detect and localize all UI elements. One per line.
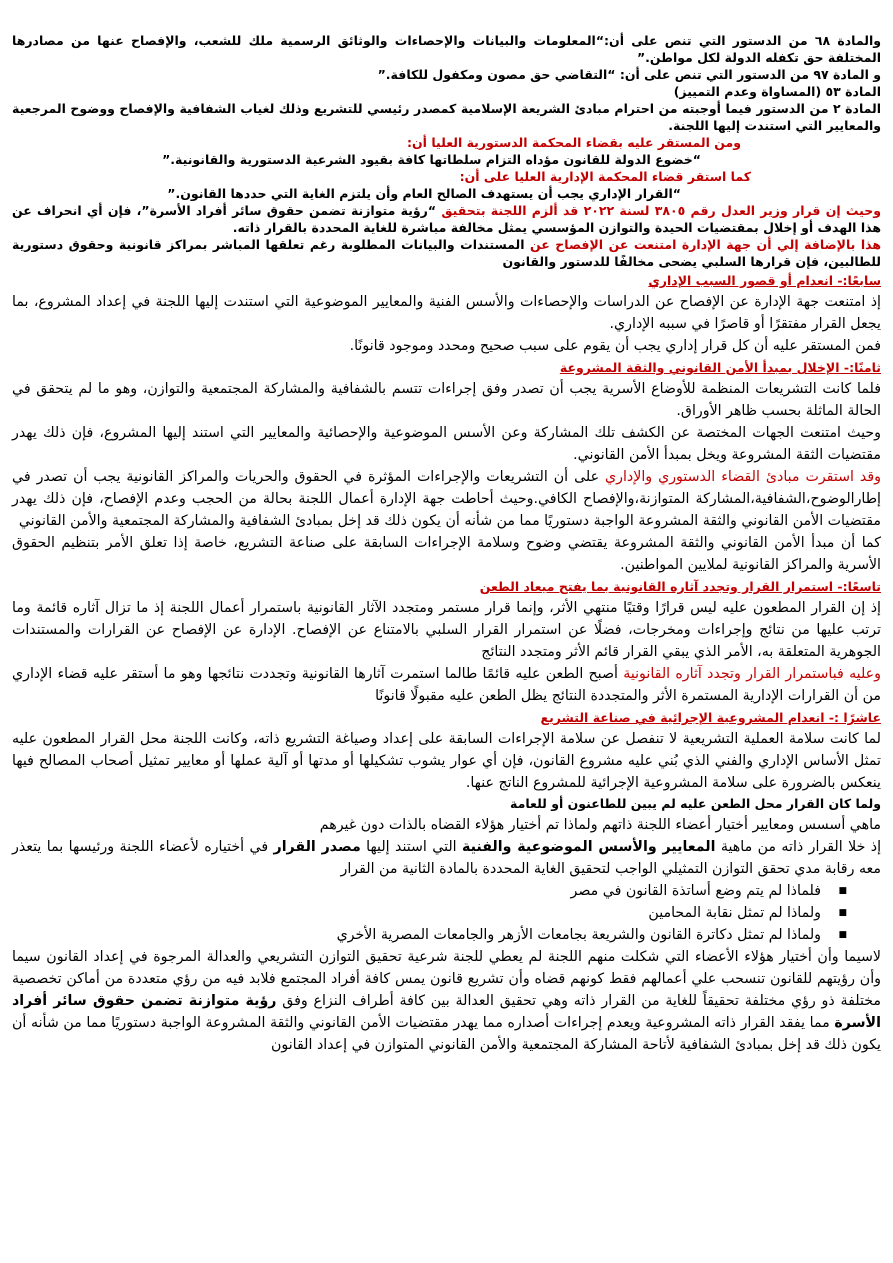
section-7-paragraph-2: فمن المستقر عليه أن كل قرار إداري يجب أن يقوم على سبب صحيح ومحدد وموجود قانونًا.: [349, 338, 881, 354]
section-10-paragraph-1: لما كانت سلامة العملية التشريعية لا تنفصل عن سلامة الإجراءات السابقة على إعداد وصياغة التشريع ذاته، وكانت اللجنة محل القرار المطعون عليه تمثل الأساس الإداري والفني الذي بُني عليه مشروع القانون، فإن أي عوار يشوب تشكيلها أو مدتها أو آلية عملها أو معايير تمثيل أصحاب المصالح فيها ينعكس بالضرورة على سلامة المشروعية الإجرائية للمشروع الناتج عنها.: [12, 731, 881, 791]
admin-court-intro: كما استقر قضاء المحكمة الإدارية العليا على أن:: [459, 169, 751, 184]
constitutional-court-quote: “خضوع الدولة للقانون مؤداه التزام سلطاتها كافة بقيود الشرعية الدستورية والقانونية.”: [162, 152, 701, 167]
section-8-paragraph-3-red: وقد استقرت مبادئ القضاء الدستوري والإداري: [605, 469, 881, 485]
article-68-paragraph: والمادة ٦٨ من الدستور التي تنص على أن:“المعلومات والبيانات والإحصاءات والوثائق الرسمية ملك للشعب، والإفصاح عنها من مصادرها المختلفة حق تكفله الدولة لكل مواطن.”: [12, 33, 882, 65]
section-9-heading: تاسعًا:- استمرار القرار وتجدد آثاره القانونية بما يفتح ميعاد الطعن: [479, 579, 881, 594]
article-97-paragraph: و المادة ٩٧ من الدستور التي تنص على أن: “التقاضي حق مصون ومكفول للكافة.”: [377, 67, 881, 82]
disclosure-refusal-red: هذا بالإضافة إلي أن جهة الإدارة امتنعت عن الإفصاح عن: [530, 237, 881, 252]
section-10-p5-c: مما يفقد القرار ذاته المشروعية ويعدم إجراءات أصداره مما يهدر مقتضيات الأمن القانوني والثقة المشروعة الواجبة دستوريًا مما من شأنه أن يكون ذلك قد إخل بمبادئ الشفافية لأتاحة المشاركة المجتمعية والأمن القانوني المتوازن في إعداد القانون: [12, 1015, 881, 1053]
section-7-paragraph-1: إذ امتنعت جهة الإدارة عن الإفصاح عن الدراسات والإحصاءات والأسس الفنية والمعايير الموضوعية التي استندت إليها اللجنة في إعداد المشروع، بما يجعل القرار مفتقرًا أو قاصرًا في سببه الإداري.: [12, 294, 881, 332]
section-7-heading: سابعًا:- انعدام أو قصور السبب الإداري: [648, 273, 881, 288]
section-10-paragraph-4: [12, 836, 881, 880]
constitutional-court-intro: ومن المستقر عليه بقضاء المحكمة الدستورية العليا أن:: [407, 135, 741, 150]
section-10-p4-b: المعايير والأسس الموضوعية والفنية: [462, 839, 716, 855]
section-9-paragraph-2-text: أصبح الطعن عليه قائمًا طالما استمرت آثارها القانونية وتجددت نتائجها وهو ما أستقر عليه قضاء الإداري من أن القرارات الإدارية المستمرة الأثر والمتجددة النتائج يظل الطعن عليه مقبولًا قانونًا: [12, 666, 881, 704]
section-10-paragraph-3: ماهي أسسس ومعايير أختيار أعضاء اللجنة ذاتهم ولماذا تم أختيار هؤلاء القضاه بالذات دون غيرهم: [319, 817, 881, 833]
section-10-p5-a: لاسيما وأن أختيار هؤلاء الأعضاء التي شكلت منهم اللجنة لم يعطي للجنة شرعية تحقيق التوازن التشريعي والعدالة المرجوة في إعداد القانون سيما وأن رؤيتهم للقانون تنسحب علي أعمالهم فقط كونهم قضاه وأن تشريع قانون يمس كافة أفراد المجتمع فلابد فيه من رؤي متعددة من أماكن تخصصية مختلفة ذو رؤي مختلفة تحقيقاً للغاية من القرار ذاته وهي تحقيق العدالة بين كافة أطراف النزاع وفق: [12, 949, 882, 1009]
section-10-heading: عاشرًا :- انعدام المشروعية الإجرائية في صناعة التشريع: [540, 710, 881, 725]
section-10-p4-d: مصدر القرار: [273, 839, 361, 855]
list-item: ■ ولماذا لم تمثل نقابة المحامين: [12, 902, 881, 924]
minister-decision-red: وحيث إن قرار وزير العدل رقم ٣٨٠٥ لسنة ٢٠٢٢ قد ألزم اللجنة بتحقيق: [441, 203, 882, 218]
list-item: ■ ولماذا لم تمثل دكاترة القانون والشريعة بجامعات الأزهر والجامعات المصرية الأخري: [12, 924, 881, 946]
section-8-paragraph-3: [12, 466, 881, 532]
section-10-p5-b: رؤية متوازنة تضمن حقوق سائر أفراد الأسرة: [12, 993, 881, 1031]
section-8-paragraph-4: كما أن مبدأ الأمن القانوني والثقة المشروعة يقتضي وضوح وسلامة الإجراءات السابقة على صناعة التشريع، خاصة إذا تعلق الأمر بتنظيم الحقوق الأسرية والمراكز القانونية لملايين المواطنين.: [12, 535, 881, 573]
section-10-subheading: ولما كان القرار محل الطعن عليه لم يبين للطاعنون أو للعامة: [510, 796, 881, 811]
article-53-paragraph: المادة ٥٣ (المساواة وعدم التمييز): [673, 84, 881, 99]
section-8-paragraph-3-text: على أن التشريعات والإجراءات المؤثرة في الحقوق والحريات والمراكز القانونية يجب أن تصدر في إطارالوضوح،الشفافية،المشاركة المتوازنة،والإفصاح الكافي.وحيث أحاطت جهة الإدارة أعمال اللجنة بحالة من الحجب وعدم الإفصاح، فإن ذلك يهدر مقتضيات الأمن القانوني والثقة المشروعة الواجبة دستوريًا مما من شأنه أن يكون ذلك قد إخل بمبادئ الشفافية والمشاركة المجتمعية والأمن القانوني: [12, 469, 881, 529]
section-10-p4-c: التي استند إليها: [360, 839, 463, 855]
section-9-paragraph-2: [12, 663, 881, 707]
section-10-paragraph-5: [12, 946, 881, 1056]
section-10-p4-a: إذ خلا القرار ذاته من ماهية: [715, 839, 882, 855]
section-8-paragraph-2: وحيث امتنعت الجهات المختصة عن الكشف تلك المشاركة وعن الأسس الموضوعية والإحصائية والمعايير التي استند إليها المشروع، فإن ذلك يهدر مقتضيات الثقة المشروعة ويخل بمبدأ الأمن القانوني.: [12, 425, 881, 463]
section-8-paragraph-1: فلما كانت التشريعات المنظمة للأوضاع الأسرية يجب أن تصدر وفق إجراءات تتسم بالشفافية والمشاركة المجتمعية والتوازن، وهو ما لم يتحقق في الحالة الماثلة بحسب ظاهر الأوراق.: [12, 381, 881, 419]
questions-list: [12, 880, 881, 946]
minister-decision-text: “رؤية متوازنة تضمن حقوق سائر أفراد الأسرة”، فإن أي انحراف عن هذا الهدف أو إخلال بمقتضيات الحيدة والتوازن المؤسسي يمثل مخالفة مباشرة للغاية المحددة بالقرار ذاته.: [12, 203, 881, 235]
section-9-paragraph-1: إذ إن القرار المطعون عليه ليس قرارًا وقتيًا منتهي الأثر، وإنما قرار مستمر ومتجدد الآثار القانونية باستمرار أعمال اللجنة إذ ما تزال آثاره قائمة وما ترتب عليها من نتائج وإجراءات ومخرجات، فضلًا عن استمرار القرار السلبي بالامتناع عن الإفصاح. الإدارة عن الإفصاح عن القرارات والمستندات الجوهرية المتعلقة به، الأمر الذي يبقي القرار قائم الأثر ومتجدد النتائج: [12, 600, 881, 660]
list-item: ■ فلماذا لم يتم وضع أساتذة القانون في مصر: [12, 880, 881, 902]
admin-court-quote: “القرار الإداري يجب أن يستهدف الصالح العام وأن يلتزم الغاية التي حددها القانون.”: [167, 186, 681, 201]
section-10-p4-e: في أختياره لأعضاء اللجنة ورئيسها بما يتعذر معه رقابة مدي تحقق التوازن التمثيلي الواجب لتحقيق الغاية المحددة بالمادة الثانية من القرار: [12, 839, 881, 877]
disclosure-refusal-text: المستندات والبيانات المطلوبة رغم تعلقها المباشر بمراكز قانونية وحقوق دستورية للطالبين، فإن قرارها السلبي يضحى مخالفًا للدستور والقانون: [12, 237, 881, 269]
disclosure-refusal-paragraph: [12, 236, 881, 270]
minister-decision-paragraph: [12, 202, 881, 236]
section-8-heading: ثامنًا:- الإخلال بمبدأ الأمن القانوني والثقة المشروعة: [559, 360, 881, 375]
article-2-paragraph: المادة ٢ من الدستور فيما أوجبته من احترام مبادئ الشريعة الإسلامية كمصدر رئيسي للتشريع وذلك لغياب الشفافية والإفصاح ووضوح المرجعية والمعايير التي استندت إليها اللجنة.: [12, 101, 881, 133]
section-9-paragraph-2-red: وعليه فباستمرار القرار وتجدد آثاره القانونية: [623, 666, 881, 682]
